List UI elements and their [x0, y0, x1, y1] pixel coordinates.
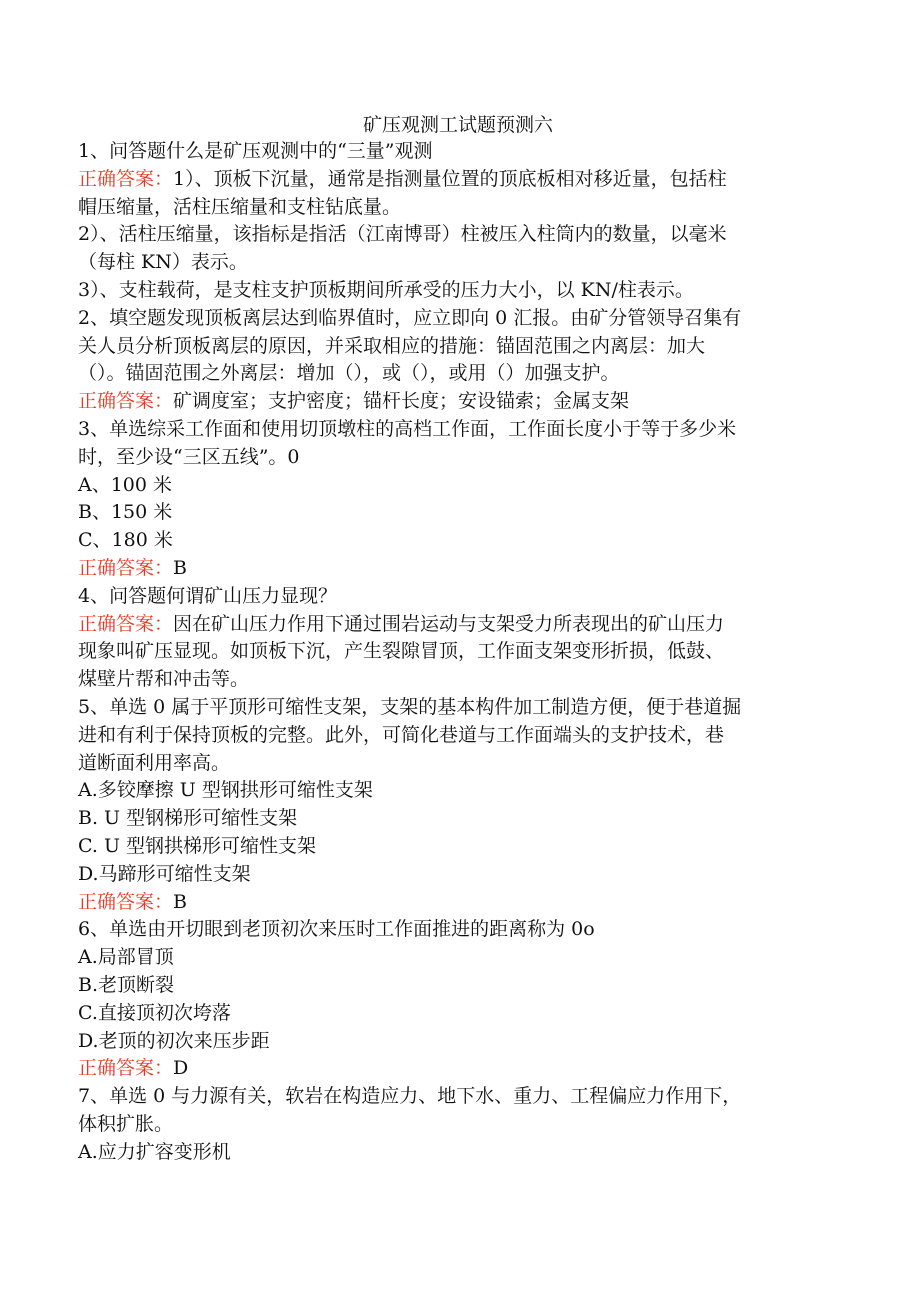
answer-1-line-4: （每柱 KN）表示。	[78, 251, 248, 274]
answer-3	[78, 555, 838, 583]
question-3-line-2: 时，至少设“三区五线”。0	[78, 445, 300, 468]
option: C. U 型钢拱梯形可缩性支架	[78, 834, 316, 857]
answer-text: 1）、顶板下沉量，通常是指测量位置的顶底板相对移近量，包括柱	[173, 167, 727, 190]
answer-5	[78, 889, 838, 917]
answer-label: 正确答案：	[78, 612, 174, 635]
answer-1-line-2: 帽压缩量，活柱压缩量和支柱钻底量。	[78, 195, 402, 218]
option: D.马蹄形可缩性支架	[78, 862, 251, 885]
question-5-line-3: 道断面利用率高。	[78, 751, 231, 774]
question-2-line-3: （）。锚固范围之外离层：增加（），或（），或用（）加强支护。	[78, 362, 620, 385]
document-page	[78, 112, 838, 1166]
answer-text: 因在矿山压力作用下通过围岩运动与支架受力所表现出的矿山压力	[173, 612, 725, 635]
answer-1-line-1	[78, 166, 838, 194]
answer-4-line-3: 煤壁片帮和冲击等。	[78, 668, 250, 691]
question-7-line-1: 7、单选 0 与力源有关，软岩在构造应力、地下水、重力、工程偏应力作用下，	[78, 1085, 742, 1108]
option: C、180 米	[78, 529, 173, 552]
answer-label: 正确答案：	[78, 1057, 174, 1080]
question-5-line-1: 5、单选 0 属于平顶形可缩性支架，支架的基本构件加工制造方便，便于巷道掘	[78, 695, 742, 718]
question-6: 6、单选由开切眼到老顶初次来压时工作面推进的距离称为 0o	[78, 918, 595, 941]
document-title: 矿压观测工试题预测六	[362, 114, 553, 136]
answer-text: B	[173, 890, 187, 913]
answer-4-line-2: 现象叫矿压显现。如顶板下沉，产生裂隙冒顶，工作面支架变形折损，低鼓、	[78, 640, 725, 663]
answer-4-line-1	[78, 611, 838, 639]
option: A.应力扩容变形机	[78, 1140, 231, 1163]
answer-1-line-3: 2）、活柱压缩量，该指标是指活（江南博哥）柱被压入柱筒内的数量，以毫米	[78, 223, 727, 246]
answer-label: 正确答案：	[78, 890, 174, 913]
answer-text: D	[173, 1057, 189, 1080]
question-4: 4、问答题何谓矿山压力显现？	[78, 584, 338, 607]
answer-6	[78, 1055, 838, 1083]
option: A.多铰摩擦 U 型钢拱形可缩性支架	[78, 779, 373, 802]
question-2-line-1: 2、填空题发现顶板离层达到临界值时，应立即向 0 汇报。由矿分管领导召集有	[78, 306, 742, 329]
option: C.直接顶初次垮落	[78, 1001, 231, 1024]
option: B.老顶断裂	[78, 973, 175, 996]
answer-label: 正确答案：	[78, 167, 174, 190]
answer-text: 矿调度室；支护密度；锚杆长度；安设锚索；金属支架	[173, 390, 630, 413]
question-7-line-2: 体积扩胀。	[78, 1112, 174, 1135]
answer-text: B	[173, 556, 187, 579]
question-1: 1、问答题什么是矿压观测中的“三量”观测	[78, 140, 433, 162]
option: B、150 米	[78, 501, 173, 524]
answer-label: 正确答案：	[78, 556, 174, 579]
option: B. U 型钢梯形可缩性支架	[78, 807, 298, 830]
question-5-line-2: 进和有利于保持顶板的完整。此外，可简化巷道与工作面端头的支护技术，巷	[78, 723, 725, 746]
question-2-line-2: 关人员分析顶板离层的原因，并采取相应的措施：锚固范围之内离层：加大	[78, 334, 706, 357]
answer-2	[78, 388, 838, 416]
option: D.老顶的初次来压步距	[78, 1029, 270, 1052]
answer-label: 正确答案：	[78, 390, 174, 413]
answer-1-line-5: 3）、支柱载荷，是支柱支护顶板期间所承受的压力大小，以 KN/柱表示。	[78, 278, 694, 301]
option: A.局部冒顶	[78, 946, 174, 969]
option: A、100 米	[78, 473, 173, 496]
question-3-line-1: 3、单选综采工作面和使用切顶墩柱的高档工作面，工作面长度小于等于多少米	[78, 417, 737, 440]
